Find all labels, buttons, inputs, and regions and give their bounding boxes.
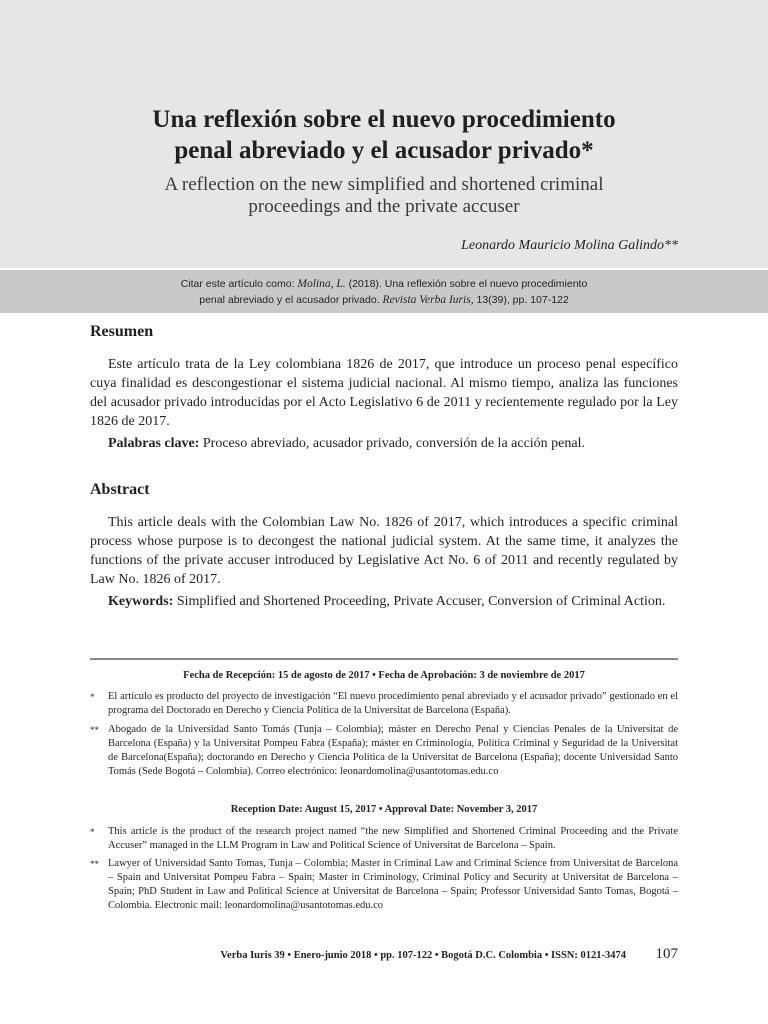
- subtitle-line-2: proceedings and the private accuser: [248, 196, 520, 217]
- resumen-keywords: [90, 434, 678, 453]
- abstract-text: This article deals with the Colombian Law No. 1826 of 2017, which introduces a specific criminal process whose purpose is to decongest the national judicial system. At the same time, it analyzes the functions of the private accuser introduced by Legislative Act No. 6 of 2011 and recently regulated by Law No. 1826 of 2017.: [90, 515, 678, 587]
- resumen-heading: Resumen: [90, 323, 154, 340]
- footnote-divider: [90, 658, 678, 660]
- citation-volume-pages: 13(39), pp. 107-122: [473, 294, 569, 306]
- dates-english: Reception Date: August 15, 2017 • Approval Date: November 3, 2017: [230, 804, 538, 815]
- abstract-heading: Abstract: [90, 481, 150, 498]
- footnote-mark: **: [90, 725, 99, 735]
- page-footer: [0, 948, 768, 968]
- keywords-es: Proceso abreviado, acusador privado, conversión de la acción penal.: [199, 436, 586, 451]
- citation-line-1: [0, 276, 768, 292]
- footnote-mark: **: [90, 859, 99, 869]
- article-header: [0, 0, 768, 268]
- title-line-2: penal abreviado y el acusador privado*: [174, 137, 594, 164]
- footnote-mark: *: [90, 692, 95, 702]
- citation-box: [0, 270, 768, 313]
- citation-line-2: [0, 292, 768, 308]
- keywords-en: Simplified and Shortened Proceeding, Private Accuser, Conversion of Criminal Action.: [173, 594, 666, 609]
- footnote-text: El artículo es producto del proyecto de investigación “El nuevo procedimiento penal abreviado y el acusador privado” gestionado en el programa del Doctorado en Derecho y Ciencia Política de la Universitat de Barcelona (España).: [108, 691, 678, 716]
- footnote-2: [90, 723, 678, 779]
- page-number: 107: [655, 946, 678, 962]
- journal-info: Verba Iuris 39 • Enero-junio 2018 • pp. 107-122 • Bogotá D.C. Colombia • ISSN: 0121-3474: [220, 950, 626, 961]
- article-author: Leonardo Mauricio Molina Galindo**: [461, 238, 678, 253]
- footnote-text: Lawyer of Universidad Santo Tomas, Tunja – Colombia; Master in Criminal Law and Criminal Science from Universitat de Barcelona – Spain and Universitat Pompeu Fabra – Spain; Master in Criminology, Criminal Policy and Security at Universitat de Barcelona – Spain; PhD Student in Law and Political Science at Universitat de Barcelona – Spain; Professor Universidad Santo Tomas, Bogotá – Colombia. Electronic mail: leonardomolina@usantotomas.edu.co: [108, 858, 678, 911]
- title-line-1: Una reflexión sobre el nuevo procedimiento: [152, 106, 616, 133]
- footnote-3: [90, 825, 678, 853]
- citation-journal: Revista Verba Iuris,: [382, 294, 474, 306]
- footnote-mark: *: [90, 827, 95, 837]
- citation-prefix: Citar este artículo como:: [180, 278, 298, 290]
- citation-title: (2018). Una reflexión sobre el nuevo procedimiento: [345, 278, 588, 290]
- abstract-keywords: [90, 592, 678, 611]
- footnote-1: [90, 690, 678, 718]
- footnote-4: [90, 857, 678, 913]
- resumen-text: Este artículo trata de la Ley colombiana 1826 de 2017, que introduce un proceso penal específico cuya finalidad es descongestionar el sistema judicial nacional. Al mismo tiempo, analiza las funciones del acusador privado introducidas por el Acto Legislativo 6 de 2011 y recientemente regulado por la Ley 1826 de 2017.: [90, 357, 678, 429]
- dates-spanish: Fecha de Recepción: 15 de agosto de 2017 • Fecha de Aprobación: 3 de noviembre de 2017: [183, 670, 585, 681]
- article-title: [0, 104, 768, 166]
- keywords-label-en: Keywords:: [108, 594, 174, 609]
- keywords-label-es: Palabras clave:: [108, 436, 200, 451]
- citation-author: Molina, L.: [297, 278, 346, 290]
- footnote-text: This article is the product of the research project named “the new Simplified and Shortened Criminal Proceeding and the Private Accuser” managed in the LLM Program in Law and Political Science of Universitat de Barcelona – Spain.: [108, 826, 678, 851]
- article-subtitle: [0, 174, 768, 218]
- footnote-text: Abogado de la Universidad Santo Tomás (Tunja – Colombia); máster en Derecho Penal y Ciencias Penales de la Universitat de Barcelona (España) y la Universitat Pompeu Fabra (España); máster en Criminología, Política Criminal y Seguridad de la Universitat de Barcelona(España); doctorando en Derecho y Ciencia Política de la Universitat de Barcelona (España); docente Universidad Santo Tomás (Sede Bogotá – Colombia). Correo electrónico: leonardomolina@usantotomas.edu.co: [108, 724, 678, 777]
- citation-title-cont: penal abreviado y el acusador privado.: [199, 294, 383, 306]
- subtitle-line-1: A reflection on the new simplified and shortened criminal: [164, 174, 604, 195]
